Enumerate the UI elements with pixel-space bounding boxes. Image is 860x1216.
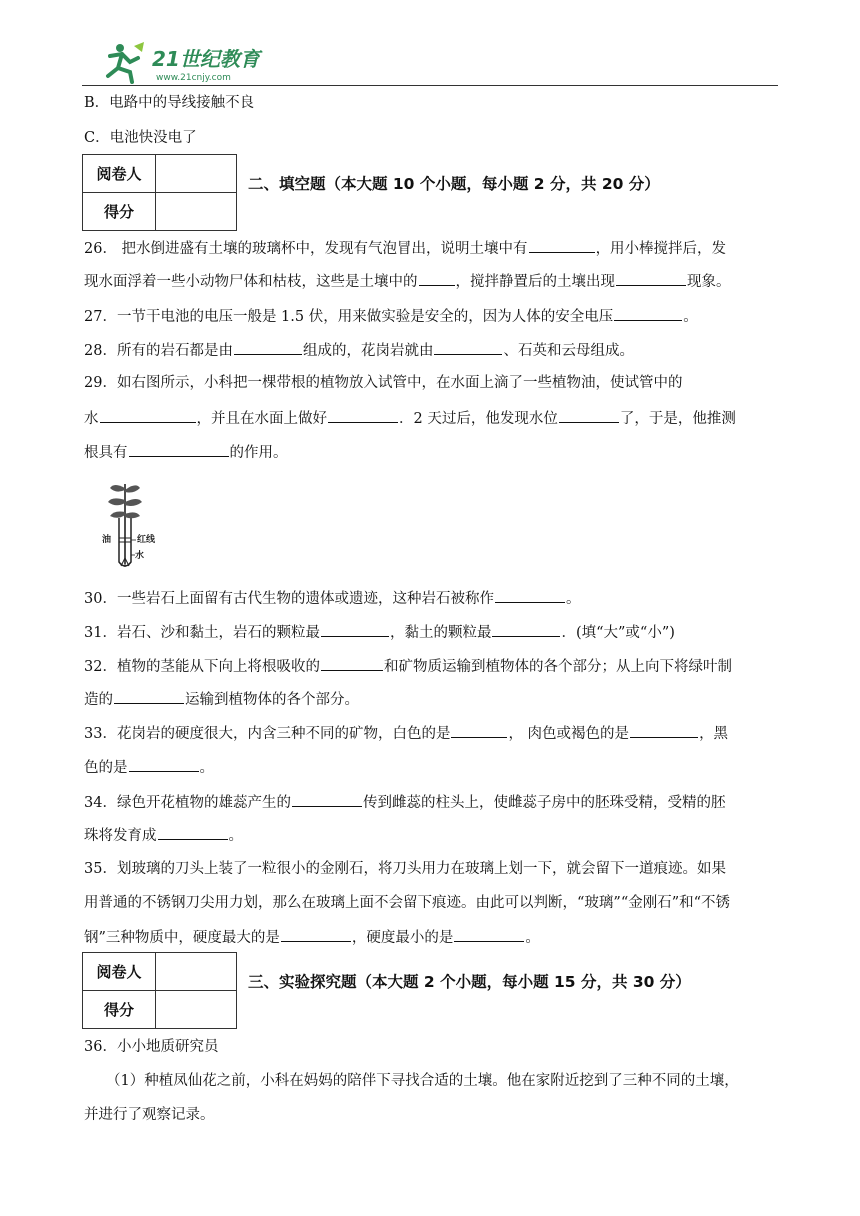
question-29-line-3: 根具有 的作用。 [84, 442, 288, 463]
option-b: B．电路中的导线接触不良 [84, 95, 255, 111]
score-box-section-2 [82, 154, 237, 231]
answer-blank [158, 825, 228, 840]
answer-blank [454, 927, 524, 942]
score-label: 得分 [83, 991, 156, 1029]
question-36-title: 36．小小地质研究员 [84, 1039, 219, 1055]
question-26-line-1: 26． 把水倒进盛有土壤的玻璃杯中，发现有气泡冒出，说明土壤中有 ，用小棒搅拌后，发 [84, 238, 726, 259]
svg-text:www.21cnjy.com: www.21cnjy.com [156, 73, 231, 83]
question-28: 28．所有的岩石都是由 组成的，花岗岩就由 、石英和云母组成。 [84, 340, 634, 361]
answer-blank [419, 271, 455, 286]
score-cell [156, 991, 237, 1029]
question-34-line-2: 珠将发育成 。 [84, 825, 243, 846]
score-cell [156, 193, 237, 231]
answer-blank [100, 408, 196, 423]
answer-blank [328, 408, 398, 423]
answer-blank [321, 622, 389, 637]
question-32-line-2: 造的 运输到植物体的各个部分。 [84, 689, 359, 710]
reviewer-label: 阅卷人 [83, 155, 156, 193]
plant-test-tube-figure [102, 478, 166, 570]
answer-blank [434, 340, 502, 355]
reviewer-cell [156, 953, 237, 991]
answer-blank [321, 656, 383, 671]
reviewer-cell [156, 155, 237, 193]
answer-blank [630, 723, 698, 738]
answer-blank [129, 757, 199, 772]
question-29-line-1: 29．如右图所示，小科把一棵带根的植物放入试管中，在水面上滴了一些植物油，使试管中的 [84, 375, 683, 391]
figure-water-label: 水 [135, 551, 145, 561]
answer-blank [495, 588, 565, 603]
answer-blank [559, 408, 619, 423]
question-26-line-2: 现水面浮着一些小动物尸体和枯枝，这些是土壤中的 ，搅拌静置后的土壤出现 现象。 [84, 271, 731, 292]
score-box-section-3 [82, 952, 237, 1029]
answer-blank [114, 689, 184, 704]
logo-21cnjy [100, 40, 300, 84]
question-29-line-2: 水 ，并且在水面上做好 ．2 天过后，他发现水位 了，于是，他推测 [84, 408, 736, 429]
question-31: 31．岩石、沙和黏土，岩石的颗粒最 ，黏土的颗粒最 ．(填“大”或“小”) [84, 622, 675, 643]
header-rule [82, 85, 778, 86]
answer-blank [614, 306, 682, 321]
answer-blank [281, 927, 351, 942]
section-3-title: 三、实验探究题（本大题 2 个小题，每小题 15 分，共 30 分） [248, 973, 691, 991]
svg-text:21世纪教育: 21世纪教育 [152, 47, 260, 71]
page-header [82, 38, 778, 88]
figure-line-label: 红线 [137, 535, 156, 545]
option-c: C．电池快没电了 [84, 130, 197, 146]
question-33-line-2: 色的是 。 [84, 757, 214, 778]
answer-blank [451, 723, 507, 738]
answer-blank [234, 340, 302, 355]
question-30: 30．一些岩石上面留有古代生物的遗体或遗迹，这种岩石被称作 。 [84, 588, 580, 609]
reviewer-label: 阅卷人 [83, 953, 156, 991]
answer-blank [292, 792, 362, 807]
question-35-line-3: 钢”三种物质中，硬度最大的是 ，硬度最小的是 。 [84, 927, 540, 948]
score-label: 得分 [83, 193, 156, 231]
question-35-line-2: 用普通的不锈钢刀尖用力划，那么在玻璃上面不会留下痕迹。由此可以判断，“玻璃”“金刚石”和“不锈 [84, 895, 731, 911]
question-35-line-1: 35．划玻璃的刀头上装了一粒很小的金刚石，将刀头用力在玻璃上划一下，就会留下一道痕迹。如果 [84, 861, 726, 877]
question-27: 27．一节干电池的电压一般是 1.5 伏，用来做实验是安全的，因为人体的安全电压 。 [84, 306, 698, 327]
answer-blank [529, 238, 595, 253]
question-36-part-1-line-2: 并进行了观察记录。 [84, 1107, 215, 1123]
question-34-line-1: 34．绿色开花植物的雄蕊产生的 传到雌蕊的柱头上，使雌蕊子房中的胚珠受精，受精的胚 [84, 792, 725, 813]
answer-blank [616, 271, 686, 286]
question-33-line-1: 33．花岗岩的硬度很大，内含三种不同的矿物，白色的是 ， 肉色或褐色的是 ，黑 [84, 723, 728, 744]
section-2-title: 二、填空题（本大题 10 个小题，每小题 2 分，共 20 分） [248, 175, 660, 193]
answer-blank [492, 622, 560, 637]
answer-blank [129, 442, 229, 457]
figure-oil-label: 油 [102, 535, 112, 545]
question-36-part-1-line-1: （1）种植凤仙花之前，小科在妈妈的陪伴下寻找合适的土壤。他在家附近挖到了三种不同的土壤， [106, 1073, 739, 1089]
question-32-line-1: 32．植物的茎能从下向上将根吸收的 和矿物质运输到植物体的各个部分；从上向下将绿叶制 [84, 656, 732, 677]
